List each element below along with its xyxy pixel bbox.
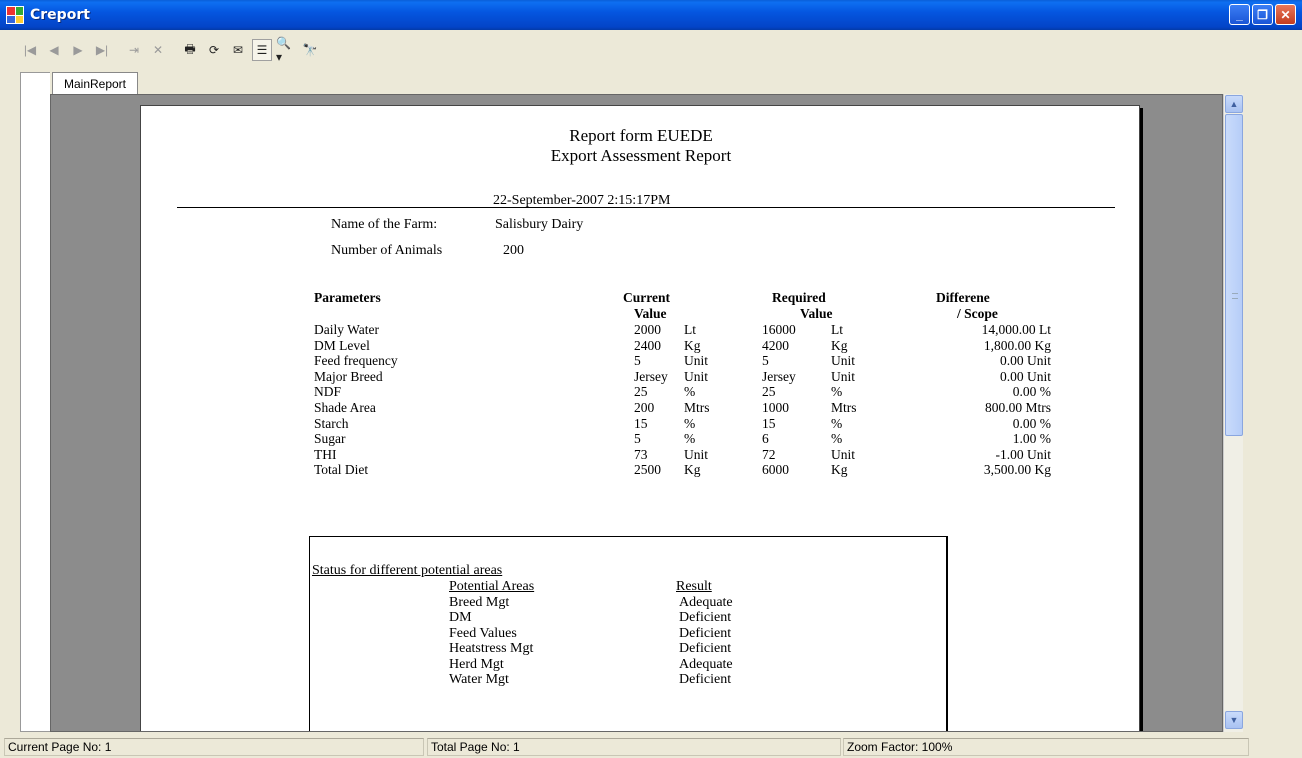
- vertical-scrollbar[interactable]: [1223, 94, 1243, 732]
- header-current: Current: [623, 290, 670, 305]
- window-title: Creport: [30, 7, 90, 23]
- cell-diff: 1,800.00 Kg: [983, 337, 1051, 353]
- export-button[interactable]: ✉: [232, 43, 244, 57]
- cell-req-unit: Lt: [831, 322, 843, 337]
- cell-param: Major Breed: [314, 368, 383, 384]
- status-result: Adequate: [679, 595, 733, 610]
- cell-req-unit: Unit: [831, 368, 856, 384]
- cell-req-unit: Mtrs: [831, 400, 857, 415]
- status-result: Deficient: [679, 672, 732, 687]
- cell-param: Shade Area: [314, 400, 376, 415]
- cell-cur-unit: Unit: [684, 368, 709, 384]
- cell-req: 1000: [762, 400, 789, 415]
- cell-cur-unit: Unit: [684, 446, 709, 462]
- close-button[interactable]: ✕: [1275, 4, 1296, 25]
- group-tree-panel[interactable]: [20, 72, 50, 732]
- animals-value: 200: [503, 243, 524, 258]
- goto-page-button[interactable]: ⇥: [128, 43, 140, 57]
- report-subtitle: Export Assessment Report: [550, 146, 732, 165]
- first-page-button[interactable]: |◀: [23, 43, 37, 57]
- cell-req-unit: Kg: [831, 462, 848, 478]
- cell-req-unit: Unit: [831, 353, 856, 369]
- cell-cur-unit: Unit: [684, 353, 709, 369]
- cell-req: 6000: [762, 462, 789, 478]
- status-result: Deficient: [679, 625, 732, 641]
- status-area: DM: [449, 610, 472, 626]
- report-title: Report form EUEDE: [569, 126, 713, 145]
- cell-cur: 200: [634, 400, 655, 415]
- status-area: Herd Mgt: [449, 656, 504, 672]
- scroll-up-arrow[interactable]: ▲: [1225, 95, 1243, 113]
- maximize-button[interactable]: ❐: [1252, 4, 1273, 25]
- cell-req-unit: Kg: [831, 337, 848, 353]
- status-result: Deficient: [679, 610, 732, 626]
- cell-diff: 0.00 Unit: [999, 368, 1051, 384]
- prev-page-button[interactable]: ◀: [49, 43, 59, 57]
- cell-cur: Jersey: [634, 368, 668, 384]
- cell-param: Total Diet: [314, 462, 369, 478]
- minimize-button[interactable]: _: [1229, 4, 1250, 25]
- cell-diff: 0.00 Unit: [999, 353, 1051, 369]
- header-result: Result: [676, 579, 712, 594]
- status-box: [309, 536, 948, 732]
- cell-param: Starch: [314, 415, 349, 431]
- status-result: Deficient: [679, 641, 732, 657]
- cell-req-unit: %: [831, 384, 843, 400]
- cell-diff: 3,500.00 Kg: [983, 462, 1051, 478]
- group-tree-button[interactable]: ☰: [252, 39, 272, 61]
- header-potential-areas: Potential Areas: [449, 579, 535, 594]
- cell-param: THI: [314, 446, 337, 462]
- print-button[interactable]: 🖶: [184, 41, 196, 56]
- tab-mainreport[interactable]: MainReport: [52, 72, 138, 94]
- header-difference: Differene: [936, 290, 990, 305]
- cell-diff: -1.00 Unit: [995, 446, 1051, 462]
- cell-req: 16000: [762, 322, 796, 337]
- cell-req: 15: [762, 415, 776, 431]
- find-button[interactable]: 🔭: [302, 43, 318, 57]
- cell-diff: 1.00 %: [1012, 431, 1051, 447]
- scroll-thumb[interactable]: [1225, 114, 1243, 436]
- cell-req-unit: %: [831, 431, 843, 447]
- zoom-button[interactable]: 🔍▾: [276, 36, 291, 64]
- cell-param: Daily Water: [314, 322, 380, 337]
- report-viewer[interactable]: [50, 94, 1223, 732]
- cell-diff: 0.00 %: [1012, 415, 1051, 431]
- status-result: Adequate: [679, 656, 733, 672]
- status-title: Status for different potential areas: [312, 563, 503, 578]
- cell-cur-unit: Mtrs: [684, 400, 710, 415]
- cell-cur: 73: [634, 446, 648, 462]
- status-area: Water Mgt: [449, 672, 509, 687]
- cell-cur: 25: [634, 384, 648, 400]
- cell-cur-unit: Kg: [684, 462, 701, 478]
- status-area: Feed Values: [449, 625, 517, 641]
- report-page: [140, 105, 1140, 732]
- header-scope: / Scope: [957, 306, 998, 321]
- cell-cur-unit: %: [684, 431, 696, 447]
- title-bar: [0, 0, 1302, 30]
- cell-cur: 5: [634, 431, 641, 447]
- current-page-status: Current Page No: 1: [4, 738, 424, 756]
- next-page-button[interactable]: ▶: [73, 43, 83, 57]
- app-icon: [6, 6, 24, 24]
- cell-cur: 2400: [634, 337, 661, 353]
- cell-cur-unit: Lt: [684, 322, 696, 337]
- status-area: Breed Mgt: [449, 595, 510, 610]
- header-parameters: Parameters: [314, 290, 381, 305]
- header-required-value: Value: [800, 306, 833, 321]
- total-page-status: Total Page No: 1: [427, 738, 841, 756]
- status-bar: [0, 737, 1302, 758]
- farm-name-label: Name of the Farm:: [331, 217, 438, 232]
- cell-diff: 800.00 Mtrs: [984, 400, 1051, 415]
- last-page-button[interactable]: ▶|: [95, 43, 109, 57]
- report-toolbar: [0, 30, 1302, 70]
- header-required: Required: [772, 290, 826, 305]
- cell-req-unit: Unit: [831, 446, 856, 462]
- cell-req: 5: [762, 353, 769, 369]
- divider: [177, 207, 1115, 208]
- cell-req: 4200: [762, 337, 789, 353]
- stop-button[interactable]: ✕: [152, 43, 164, 57]
- cell-cur: 15: [634, 415, 648, 431]
- cell-diff: 14,000.00 Lt: [981, 322, 1051, 337]
- cell-req: 72: [762, 446, 776, 462]
- status-area: Heatstress Mgt: [449, 641, 534, 657]
- cell-cur-unit: Kg: [684, 337, 701, 353]
- cell-param: Feed frequency: [314, 353, 398, 369]
- header-current-value: Value: [634, 306, 667, 321]
- cell-param: Sugar: [314, 431, 346, 447]
- report-datetime: 22-September-2007 2:15:17PM: [493, 193, 671, 208]
- cell-param: DM Level: [314, 337, 370, 353]
- cell-cur: 5: [634, 353, 641, 369]
- cell-req: 25: [762, 384, 776, 400]
- cell-cur: 2000: [634, 322, 661, 337]
- cell-req-unit: %: [831, 415, 843, 431]
- animals-label: Number of Animals: [331, 243, 443, 258]
- farm-name-value: Salisbury Dairy: [495, 217, 584, 232]
- refresh-button[interactable]: ⟳: [208, 43, 220, 57]
- cell-cur: 2500: [634, 462, 661, 478]
- cell-cur-unit: %: [684, 384, 696, 400]
- zoom-status: Zoom Factor: 100%: [843, 738, 1249, 756]
- cell-param: NDF: [314, 384, 342, 400]
- cell-req: 6: [762, 431, 769, 447]
- scroll-down-arrow[interactable]: ▼: [1225, 711, 1243, 729]
- cell-diff: 0.00 %: [1012, 384, 1051, 400]
- cell-req: Jersey: [762, 368, 796, 384]
- cell-cur-unit: %: [684, 415, 696, 431]
